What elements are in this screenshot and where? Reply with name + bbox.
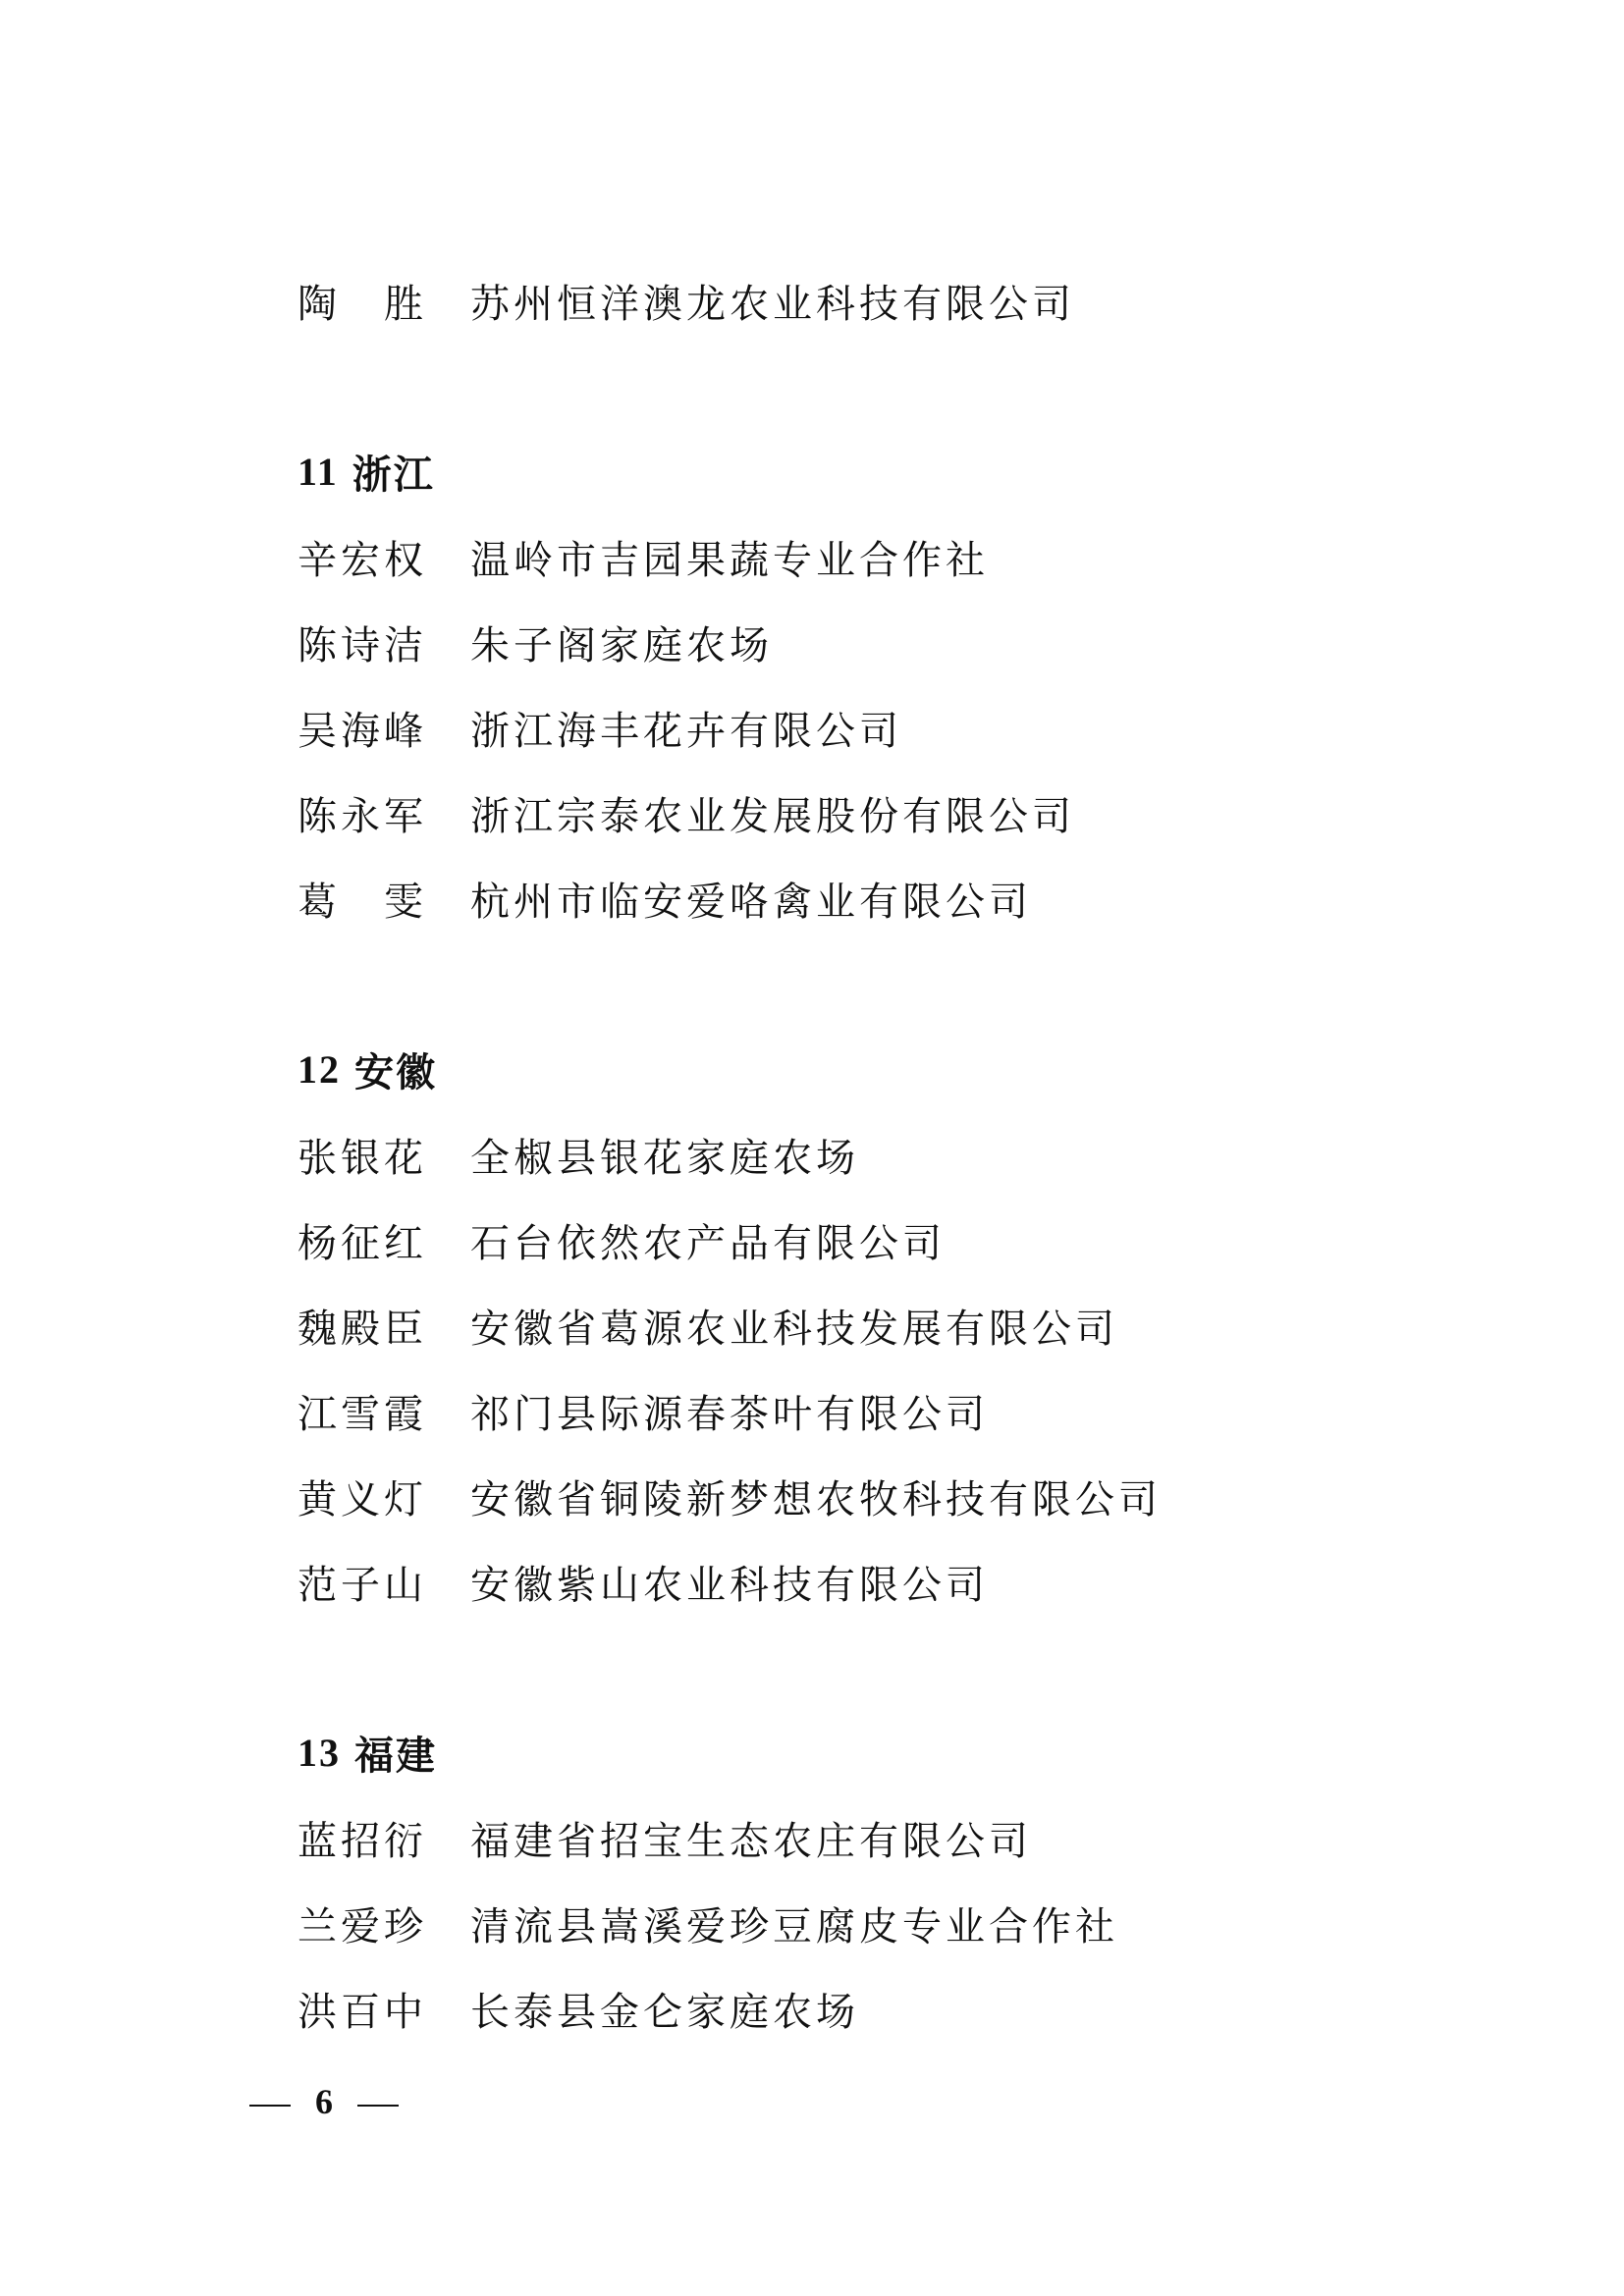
organization-name: 石台依然农产品有限公司 (470, 1221, 946, 1266)
section-zhejiang (298, 429, 1378, 941)
person-name: 吴海峰 (298, 709, 427, 754)
person-name: 张银花 (298, 1136, 427, 1181)
section-title: 福建 (354, 1733, 437, 1779)
section-title: 安徽 (354, 1049, 437, 1095)
person-name: 陈永军 (298, 794, 427, 839)
person-name: 陈诗洁 (298, 623, 427, 668)
organization-name: 全椒县银花家庭农场 (470, 1136, 859, 1181)
section-number: 12 (298, 1047, 341, 1092)
page-number: 6 (315, 2082, 333, 2121)
list-item (298, 1368, 1378, 1454)
section-title: 浙江 (352, 452, 435, 498)
organization-name: 温岭市吉园果蔬专业合作社 (470, 538, 989, 583)
list-item (298, 1283, 1378, 1368)
list-item (298, 1881, 1378, 1966)
list-item (298, 1198, 1378, 1283)
right-dash (357, 2105, 399, 2107)
person-name: 范子山 (298, 1563, 427, 1608)
organization-name: 苏州恒洋澳龙农业科技有限公司 (470, 282, 1075, 327)
organization-name: 杭州市临安爱咯禽业有限公司 (470, 880, 1032, 925)
section-heading (298, 429, 1378, 514)
list-item (298, 258, 1378, 344)
organization-name: 长泰县金仑家庭农场 (470, 1990, 859, 2035)
top-entries (298, 258, 1378, 344)
list-item (298, 771, 1378, 856)
page-footer (249, 2081, 399, 2122)
person-name: 辛宏权 (298, 538, 427, 583)
person-name: 江雪霞 (298, 1392, 427, 1437)
section-heading (298, 1027, 1378, 1112)
organization-name: 安徽紫山农业科技有限公司 (470, 1563, 989, 1608)
organization-name: 安徽省铜陵新梦想农牧科技有限公司 (470, 1477, 1162, 1522)
list-item (298, 1112, 1378, 1198)
list-item (298, 1795, 1378, 1881)
list-item (298, 514, 1378, 600)
list-item (298, 1539, 1378, 1625)
organization-name: 福建省招宝生态农庄有限公司 (470, 1819, 1032, 1864)
organization-name: 清流县嵩溪爱珍豆腐皮专业合作社 (470, 1904, 1118, 1949)
list-item (298, 1966, 1378, 2052)
section-anhui (298, 1027, 1378, 1625)
organization-name: 安徽省葛源农业科技发展有限公司 (470, 1307, 1118, 1352)
organization-name: 朱子阁家庭农场 (470, 623, 773, 668)
left-dash (249, 2105, 291, 2107)
section-number: 13 (298, 1731, 341, 1775)
list-item (298, 600, 1378, 685)
person-name: 黄义灯 (298, 1477, 427, 1522)
list-item (298, 1454, 1378, 1539)
organization-name: 浙江宗泰农业发展股份有限公司 (470, 794, 1075, 839)
person-name: 葛 雯 (298, 880, 427, 925)
person-name: 蓝招衍 (298, 1819, 427, 1864)
organization-name: 祁门县际源春茶叶有限公司 (470, 1392, 989, 1437)
person-name: 洪百中 (298, 1990, 427, 2035)
section-fujian (298, 1710, 1378, 2052)
section-number: 11 (298, 450, 339, 494)
person-name: 陶 胜 (298, 282, 427, 327)
organization-name: 浙江海丰花卉有限公司 (470, 709, 902, 754)
person-name: 杨征红 (298, 1221, 427, 1266)
person-name: 魏殿臣 (298, 1307, 427, 1352)
section-heading (298, 1710, 1378, 1795)
person-name: 兰爱珍 (298, 1904, 427, 1949)
list-item (298, 856, 1378, 941)
list-item (298, 685, 1378, 771)
